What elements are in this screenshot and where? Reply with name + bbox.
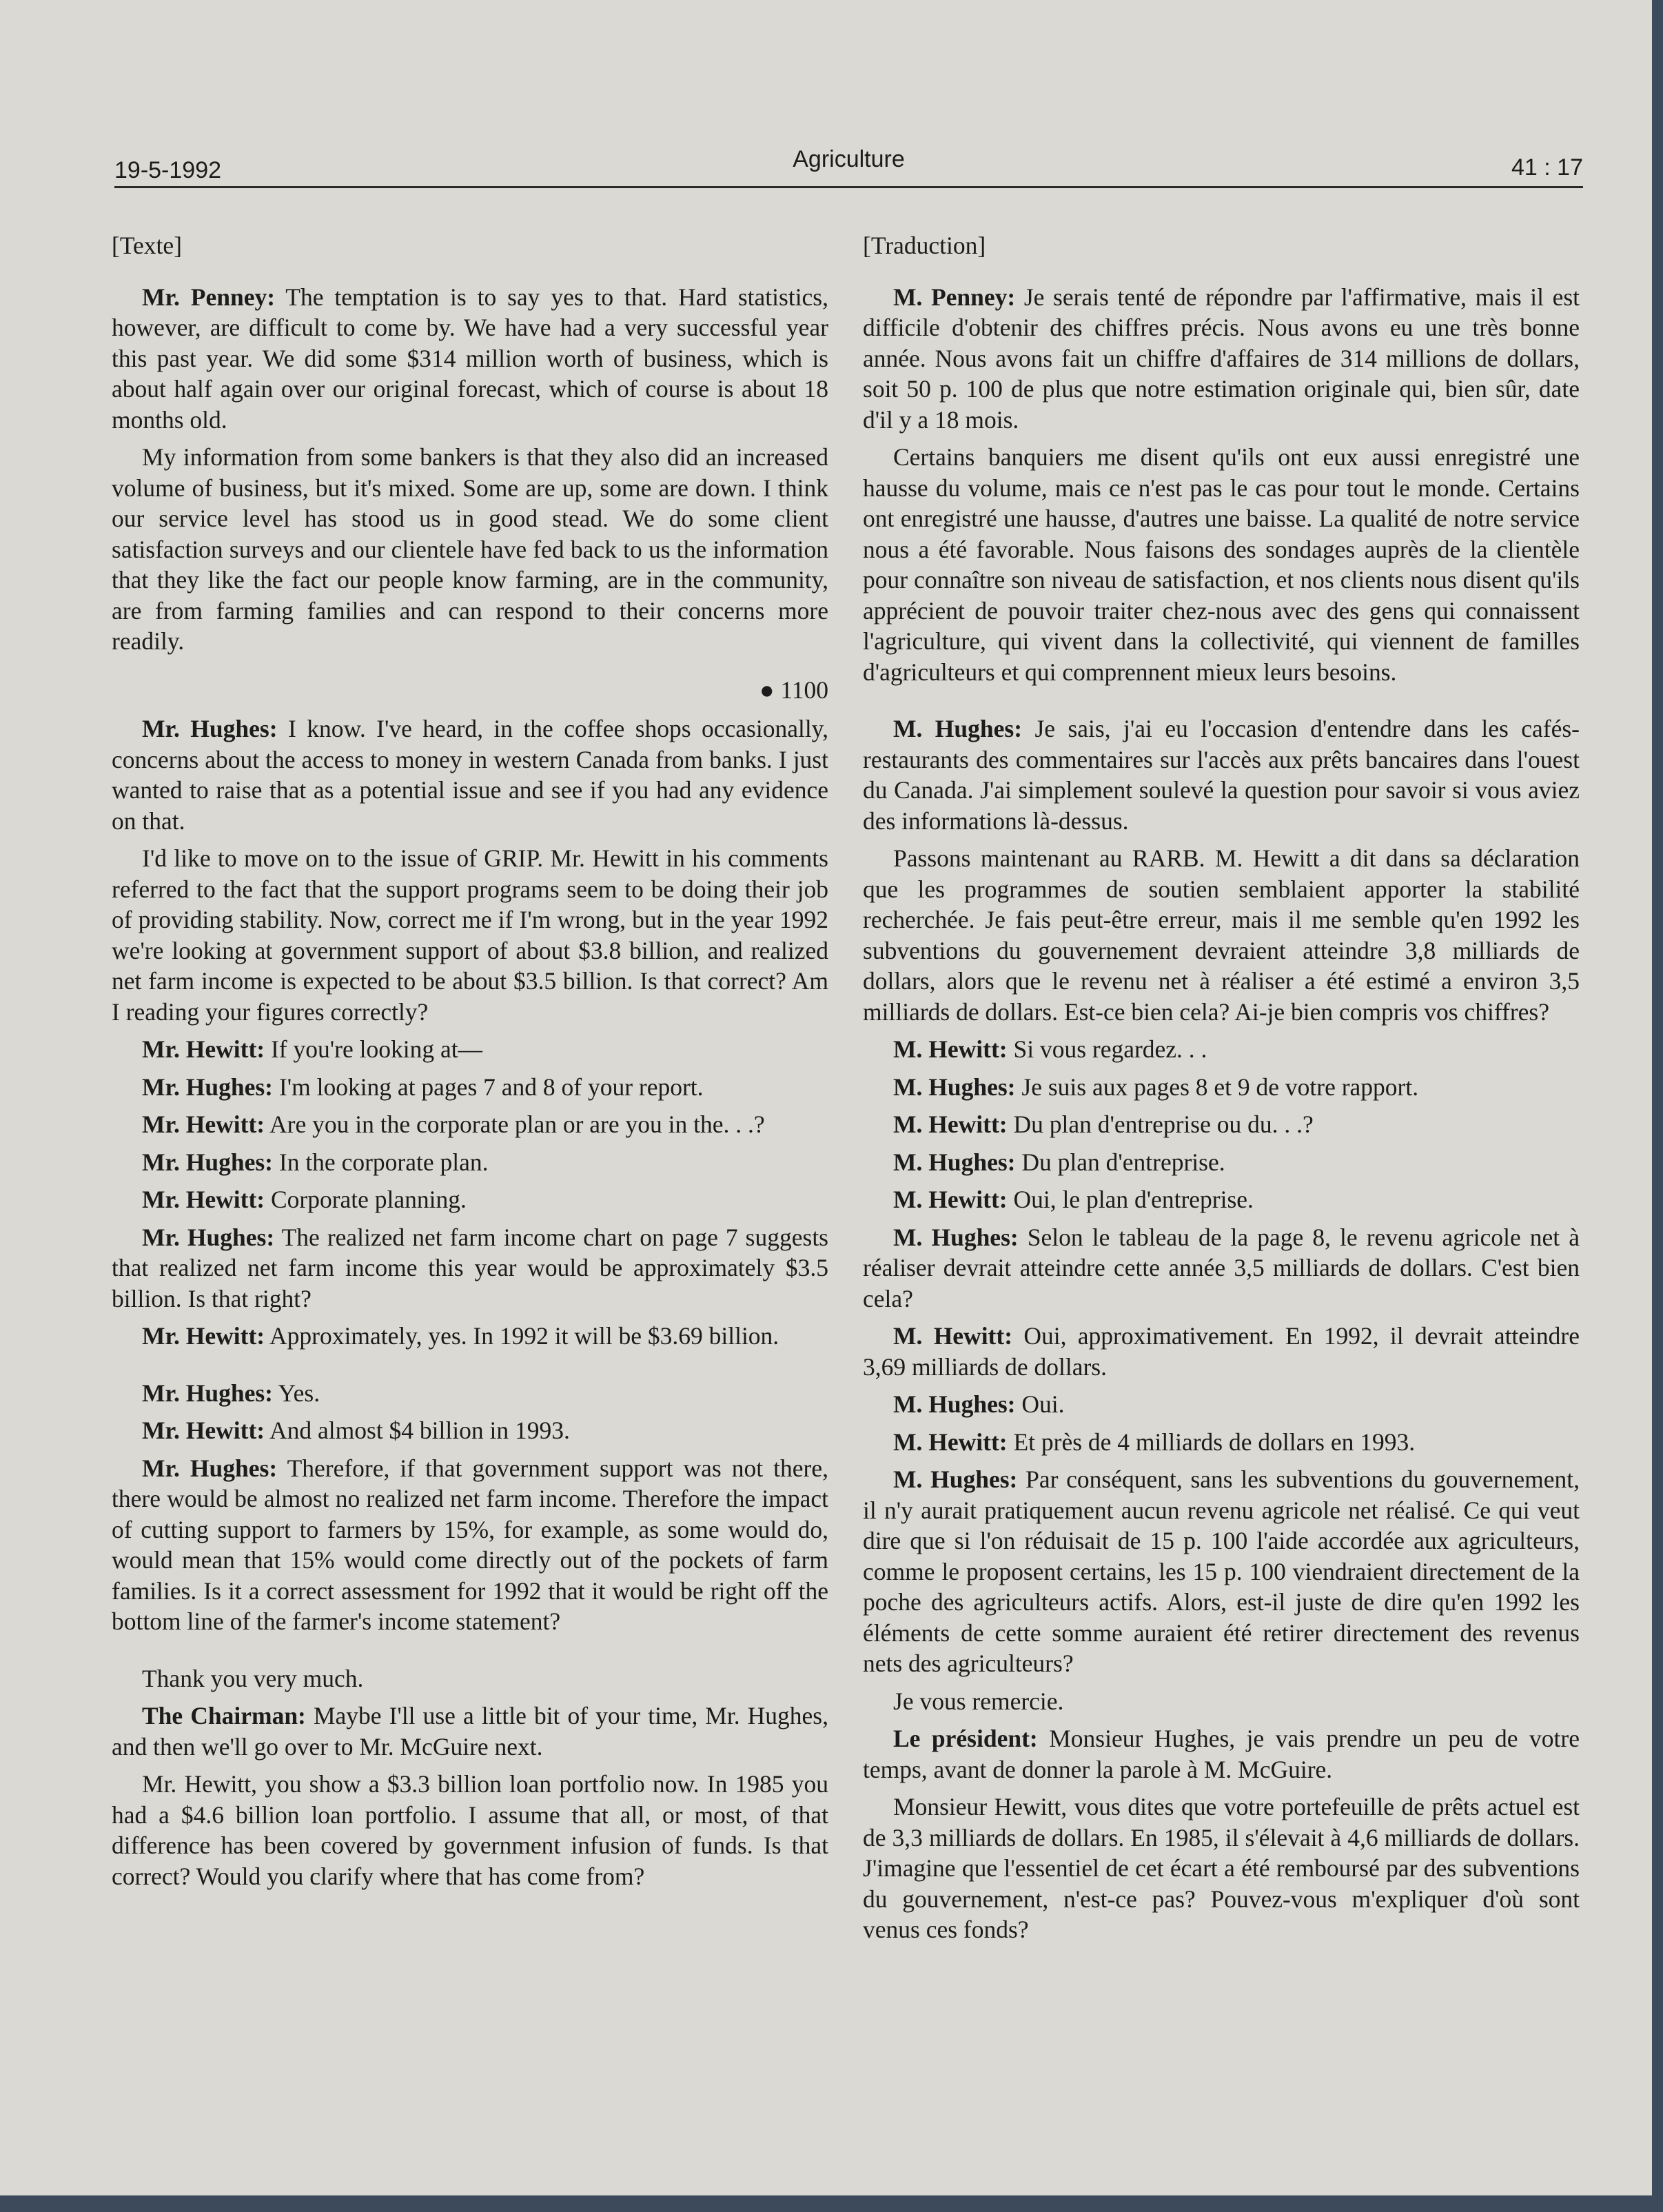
paragraph: I'd like to move on to the issue of GRIP. Mr. Hewitt in his comments referred to the fact that the support programs seem to be doing their job of providing stability. Now, correct me if I'm wrong, but in the year 1992 we're looking at government support of about $3.8 billion, and realized net farm income is expected to be about $3.5 billion. Is that correct? Am I reading your figures correctly? bbox=[112, 844, 828, 1026]
speech-text: Par conséquent, sans les subventions du gouvernement, il n'y aurait pratiquement aucun revenu agricole net réalisé. Ce qui veut dire que si l'on réduisait de 15 p. 100 l'aide accordée aux agriculteurs, comme le proposent certains, les 15 p. 100 viendraient directement de la poche des agriculteurs actifs. Alors, est-il juste de dire qu'en 1992 les éléments de cette somme auraient été retirer directement des revenus nets des agriculteurs? bbox=[863, 1465, 1580, 1677]
paragraph: Monsieur Hewitt, vous dites que votre portefeuille de prêts actuel est de 3,3 milliards de dollars. En 1985, il s'élevait à 4,6 milliards de dollars. J'imagine que l'essentiel de cet écart a été remboursé par des subventions du gouvernement, n'est-ce pas? Pouvez-vous m'expliquer d'où sont venus ces fonds? bbox=[863, 1793, 1580, 1943]
paragraph bbox=[112, 282, 828, 436]
header-page-number: 41 : 17 bbox=[1511, 154, 1583, 181]
speech-text: Je sais, j'ai eu l'occasion d'entendre dans les cafés-restaurants des commentaires sur l'accès aux prêts bancaires dans l'ouest du Canada. J'ai simplement soulevé la question pour savoir si vous aviez des informations là-dessus. bbox=[863, 715, 1580, 835]
paragraph bbox=[863, 1723, 1580, 1785]
speaker-name: Mr. Hughes: bbox=[142, 1379, 273, 1407]
paragraph bbox=[863, 1072, 1580, 1103]
paragraph bbox=[112, 1321, 828, 1352]
speech-text: Corporate planning. bbox=[265, 1186, 467, 1213]
speaker-name: M. Hughes: bbox=[893, 1148, 1016, 1176]
paragraph bbox=[112, 1109, 828, 1140]
speech-text: Maybe I'll use a little bit of your time, Mr. Hughes, and then we'll go over to Mr. McGuire next. bbox=[112, 1702, 828, 1761]
speaker-name: M. Hewitt: bbox=[893, 1035, 1008, 1063]
paragraph: My information from some bankers is that they also did an increased volume of business, but it's mixed. Some are up, some are down. I think our service level has stood us in good stead. We do some client satisfaction surveys and our clientele have fed back to us the information that they like the fact our people know farming, are in the community, are from farming families and can respond to their concerns more readily. bbox=[112, 443, 828, 655]
header-date: 19-5-1992 bbox=[114, 157, 222, 183]
speaker-name: M. Hughes: bbox=[893, 1390, 1016, 1418]
french-column bbox=[863, 230, 1580, 1952]
paragraph bbox=[863, 1184, 1580, 1215]
paragraph bbox=[863, 1109, 1580, 1140]
speech-text: Oui. bbox=[1015, 1390, 1065, 1418]
language-marker: [Texte] bbox=[112, 232, 182, 259]
speaker-name: M. Hewitt: bbox=[893, 1110, 1008, 1138]
paragraph: Je vous remercie. bbox=[893, 1687, 1064, 1715]
paragraph: Passons maintenant au RARB. M. Hewitt a dit dans sa déclaration que les programmes de soutien semblaient apporter la stabilité recherchée. Je fais peut-être erreur, mais il me semble qu'en 1992 les subventions du gouvernement devraient atteindre 3,8 milliards de dollars, alors que le revenu net à réaliser a été estimé a environ 3,5 milliards de dollars. Est-ce bien cela? Ai-je bien compris vos chiffres? bbox=[863, 844, 1580, 1026]
paragraph: Mr. Hewitt, you show a $3.3 billion loan portfolio now. In 1985 you had a $4.6 billion loan portfolio. I assume that all, or most, of that difference has been covered by government infusion of funds. Is that correct? Would you clarify where that has come from? bbox=[112, 1770, 828, 1890]
running-header bbox=[114, 143, 1583, 188]
paragraph bbox=[112, 1184, 828, 1215]
speaker-name: M. Hughes: bbox=[893, 715, 1023, 742]
speaker-name: Mr. Hewitt: bbox=[142, 1035, 265, 1063]
paragraph: Thank you very much. bbox=[142, 1664, 364, 1692]
speech-text: Du plan d'entreprise ou du. . .? bbox=[1007, 1110, 1314, 1138]
speaker-name: The Chairman: bbox=[142, 1702, 306, 1729]
speech-text: And almost $4 billion in 1993. bbox=[265, 1417, 570, 1444]
paragraph: Certains banquiers me disent qu'ils ont eux aussi enregistré une hausse du volume, mais ce n'est pas le cas pour tout le monde. Certains ont enregistré une hausse, d'autres une baisse. La qualité de notre service nous a été favorable. Nous faisons des sondages auprès de la clientèle pour connaître son niveau de satisfaction, et nos clients nous disent qu'ils apprécient de pouvoir traiter chez-nous avec des gens qui connaissent l'agriculture, qui vivent dans la collectivité, qui viennent de familles d'agriculteurs et qui comprennent mieux leurs besoins. bbox=[863, 443, 1580, 686]
speech-text: Je serais tenté de répondre par l'affirmative, mais il est difficile d'obtenir des chiffres précis. Nous avons eu une très bonne année. Nous avons fait un chiffre d'affaires de 314 millions de dollars, soit 50 p. 100 de plus que notre estimation originale qui, bien sûr, date d'il y a 18 mois. bbox=[863, 283, 1580, 434]
speech-text: Et près de 4 milliards de dollars en 1993. bbox=[1007, 1428, 1416, 1456]
english-column bbox=[112, 230, 828, 1898]
paragraph bbox=[863, 1034, 1580, 1065]
paragraph bbox=[112, 1701, 828, 1762]
speech-text: Are you in the corporate plan or are you in the. . .? bbox=[265, 1110, 765, 1138]
paragraph bbox=[863, 713, 1580, 836]
paragraph bbox=[863, 1321, 1580, 1382]
paragraph bbox=[112, 1378, 828, 1409]
paragraph bbox=[863, 282, 1580, 436]
paragraph bbox=[863, 1427, 1580, 1458]
speaker-name: M. Hewitt: bbox=[893, 1186, 1008, 1213]
speech-text: Yes. bbox=[273, 1379, 320, 1407]
paragraph bbox=[863, 1389, 1580, 1420]
header-title: Agriculture bbox=[793, 146, 905, 172]
speaker-name: M. Hughes: bbox=[893, 1465, 1018, 1493]
speech-text: In the corporate plan. bbox=[273, 1148, 489, 1176]
speech-text: Approximately, yes. In 1992 it will be $3.69 billion. bbox=[265, 1322, 779, 1350]
speaker-name: Mr. Hewitt: bbox=[142, 1110, 265, 1138]
speech-text: The realized net farm income chart on page 7 suggests that realized net farm income this year would be approximately $3.5 billion. Is that right? bbox=[112, 1223, 828, 1312]
paragraph bbox=[863, 1464, 1580, 1679]
speaker-name: Mr. Penney: bbox=[142, 283, 276, 311]
speaker-name: Mr. Hughes: bbox=[142, 1454, 278, 1482]
speaker-name: M. Penney: bbox=[893, 283, 1016, 311]
speech-text: Je suis aux pages 8 et 9 de votre rapport. bbox=[1015, 1073, 1419, 1101]
speaker-name: Mr. Hewitt: bbox=[142, 1322, 265, 1350]
paragraph bbox=[112, 1453, 828, 1637]
paragraph bbox=[112, 1072, 828, 1103]
paragraph bbox=[112, 1415, 828, 1446]
speech-text: If you're looking at— bbox=[265, 1035, 483, 1063]
paragraph bbox=[112, 1034, 828, 1065]
speaker-name: Mr. Hughes: bbox=[142, 715, 278, 742]
speech-text: I know. I've heard, in the coffee shops occasionally, concerns about the access to money in western Canada from banks. I just wanted to raise that as a potential issue and see if you had any evidence on that. bbox=[112, 715, 828, 835]
speech-text: Du plan d'entreprise. bbox=[1015, 1148, 1225, 1176]
speech-text: Si vous regardez. . . bbox=[1007, 1035, 1207, 1063]
time-marker: ● 1100 bbox=[759, 676, 828, 704]
spacer bbox=[863, 694, 1580, 713]
speaker-name: M. Hewitt: bbox=[893, 1428, 1008, 1456]
speaker-name: M. Hewitt: bbox=[893, 1322, 1013, 1350]
speech-text: Monsieur Hughes, je vais prendre un peu de votre temps, avant de donner la parole à M. McGuire. bbox=[863, 1725, 1580, 1783]
speech-text: Oui, approximativement. En 1992, il devrait atteindre 3,69 milliards de dollars. bbox=[863, 1322, 1580, 1381]
spacer bbox=[112, 1644, 828, 1663]
speaker-name: Mr. Hughes: bbox=[142, 1073, 273, 1101]
speaker-name: M. Hughes: bbox=[893, 1223, 1019, 1251]
speaker-name: Le président: bbox=[893, 1725, 1038, 1752]
speaker-name: Mr. Hewitt: bbox=[142, 1186, 265, 1213]
speech-text: Therefore, if that government support was not there, there would be almost no realized net farm income. Therefore the impact of cutting support to farmers by 15%, for example, as some would do, would mean that 15% would come directly out of the pockets of farm families. Is it a correct assessment for 1992 that it would be right off the bottom line of the farmer's income statement? bbox=[112, 1454, 829, 1635]
spacer bbox=[112, 1359, 828, 1378]
paragraph bbox=[112, 1222, 828, 1315]
speech-text: Oui, le plan d'entreprise. bbox=[1007, 1186, 1254, 1213]
speaker-name: Mr. Hewitt: bbox=[142, 1417, 265, 1444]
speaker-name: Mr. Hughes: bbox=[142, 1223, 275, 1251]
language-marker: [Traduction] bbox=[863, 232, 986, 259]
speech-text: I'm looking at pages 7 and 8 of your report. bbox=[273, 1073, 704, 1101]
speaker-name: Mr. Hughes: bbox=[142, 1148, 273, 1176]
speaker-name: M. Hughes: bbox=[893, 1073, 1016, 1101]
paragraph bbox=[112, 1147, 828, 1178]
paragraph bbox=[112, 713, 828, 836]
paragraph bbox=[863, 1222, 1580, 1315]
speech-text: The temptation is to say yes to that. Hard statistics, however, are difficult to come by. We have had a very successful year this past year. We did some $314 million worth of business, which is about half again over our original forecast, which of course is about 18 months old. bbox=[112, 283, 829, 434]
paragraph bbox=[863, 1147, 1580, 1178]
speech-text: Selon le tableau de la page 8, le revenu agricole net à réaliser devrait atteindre cette année 3,5 milliards de dollars. C'est bien cela? bbox=[863, 1223, 1580, 1312]
